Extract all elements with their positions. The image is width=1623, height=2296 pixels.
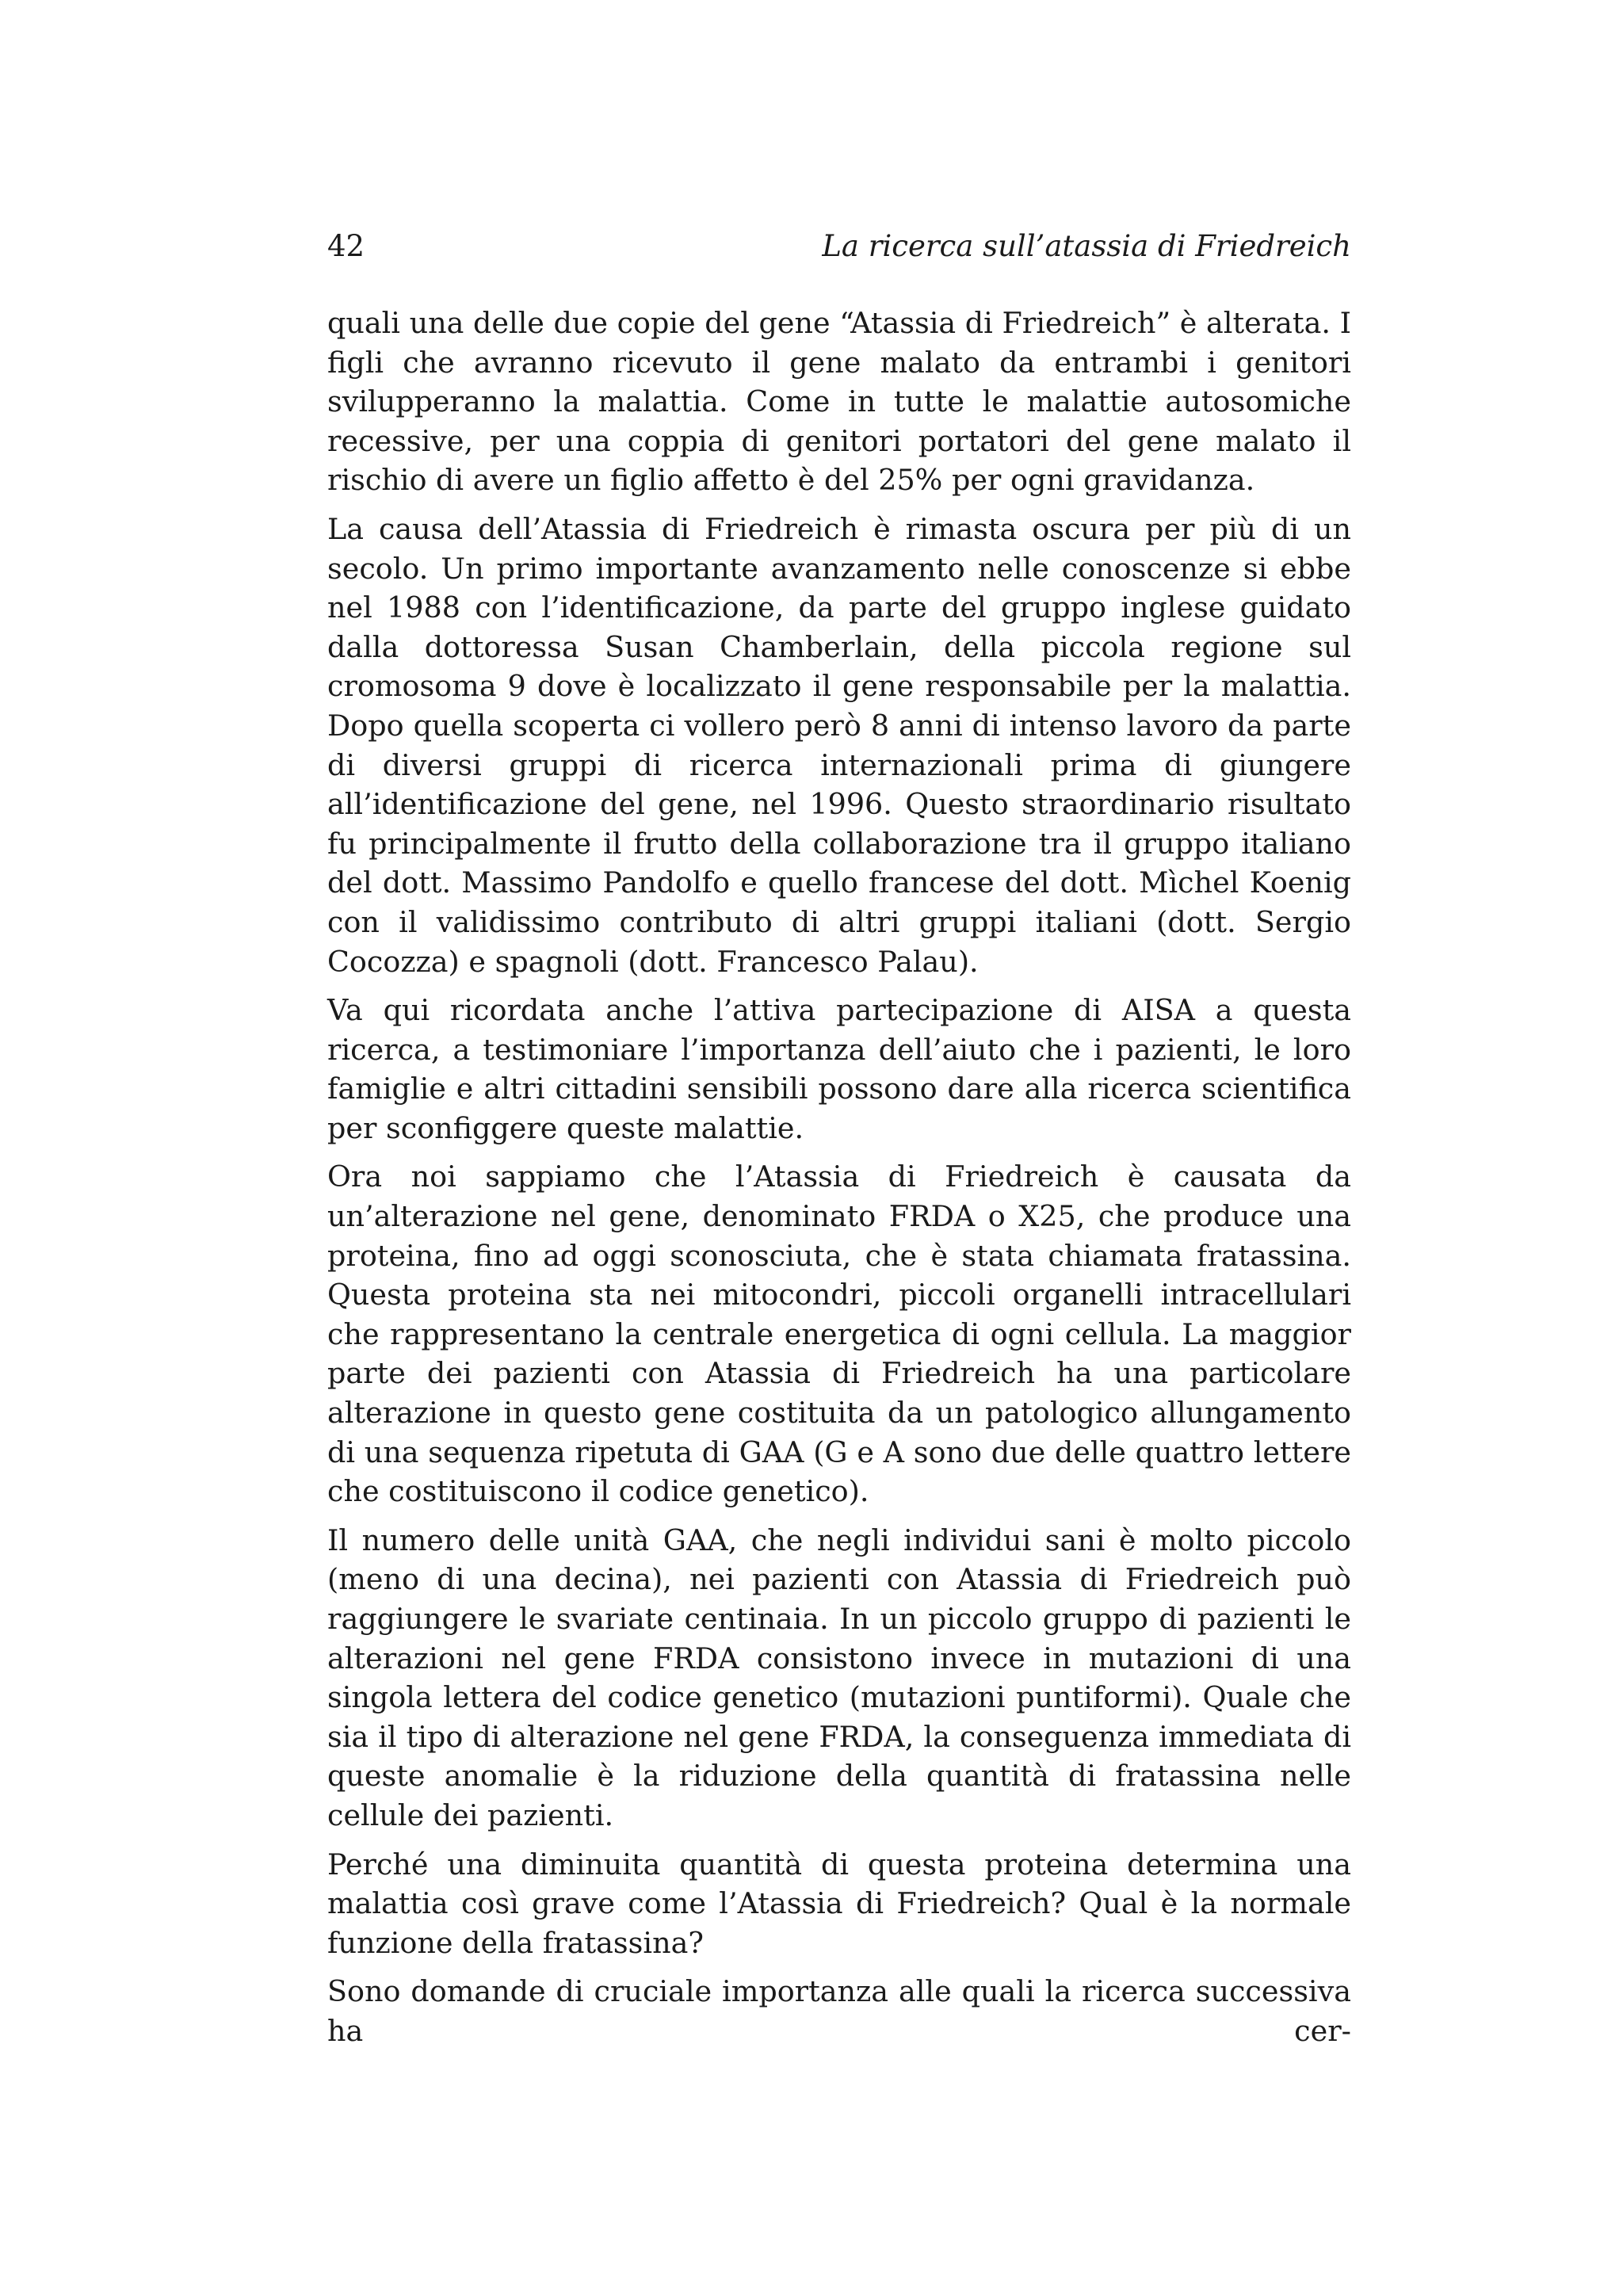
- paragraph: Perché una diminuita quantità di questa proteina determina una malattia così grave come l’Atassia di Friedreich? Qual è la normale funzione della fratassina?: [327, 1847, 1351, 1960]
- paragraph: quali una delle due copie del gene “Atassia di Friedreich” è alterata. I figli che avranno ricevuto il gene malato da entrambi i genitori svilupperanno la malattia. Come in tutte le malattie autosomiche recessive, per una coppia di genitori portatori del gene malato il rischio di avere un figlio affetto è del 25% per ogni gravidanza.: [327, 306, 1351, 498]
- paragraph: Sono domande di cruciale importanza alle quali la ricerca successiva ha cer-: [327, 1974, 1351, 2048]
- running-head: [327, 227, 1351, 266]
- running-title: La ricerca sull’atassia di Friedreich: [822, 229, 1351, 263]
- paragraph: Va qui ricordata anche l’attiva partecipazione di AISA a questa ricerca, a testimoniare l’importanza dell’aiuto che i pazienti, le loro famiglie e altri cittadini sensibili possono dare alla ricerca scientifica per sconfiggere queste malattie.: [327, 993, 1351, 1145]
- paragraph: Ora noi sappiamo che l’Atassia di Friedreich è causata da un’alterazione nel gene, denominato FRDA o X25, che produce una proteina, fino ad oggi sconosciuta, che è stata chiamata fratassina. Questa proteina sta nei mitocondri, piccoli organelli intracellulari che rappresentano la centrale energetica di ogni cellula. La maggior parte dei pazienti con Atassia di Friedreich ha una particolare alterazione in questo gene costituita da un patologico allungamento di una sequenza ripetuta di GAA (G e A sono due delle quattro lettere che costituiscono il codice genetico).: [327, 1159, 1351, 1509]
- body-text: [327, 304, 1351, 2061]
- paragraph: La causa dell’Atassia di Friedreich è rimasta oscura per più di un secolo. Un primo importante avanzamento nelle conoscenze si ebbe nel 1988 con l’identificazione, da parte del gruppo inglese guidato dalla dottoressa Susan Chamberlain, della piccola regione sul cromosoma 9 dove è localizzato il gene responsabile per la malattia. Dopo quella scoperta ci vollero però 8 anni di intenso lavoro da parte di diversi gruppi di ricerca internazionali prima di giungere all’identificazione del gene, nel 1996. Questo straordinario risultato fu principalmente il frutto della collaborazione tra il gruppo italiano del dott. Massimo Pandolfo e quello francese del dott. Mìchel Koenig con il validissimo contributo di altri gruppi italiani (dott. Sergio Cocozza) e spagnoli (dott. Francesco Palau).: [327, 511, 1351, 979]
- page-number: 42: [327, 229, 365, 263]
- paragraph: Il numero delle unità GAA, che negli individui sani è molto piccolo (meno di una decina), nei pazienti con Atassia di Friedreich può raggiungere le svariate centinaia. In un piccolo gruppo di pazienti le alterazioni nel gene FRDA consistono invece in mutazioni di una singola lettera del codice genetico (mutazioni puntiformi). Quale che sia il tipo di alterazione nel gene FRDA, la conseguenza immediata di queste anomalie è la riduzione della quantità di fratassina nelle cellule dei pazienti.: [327, 1522, 1351, 1832]
